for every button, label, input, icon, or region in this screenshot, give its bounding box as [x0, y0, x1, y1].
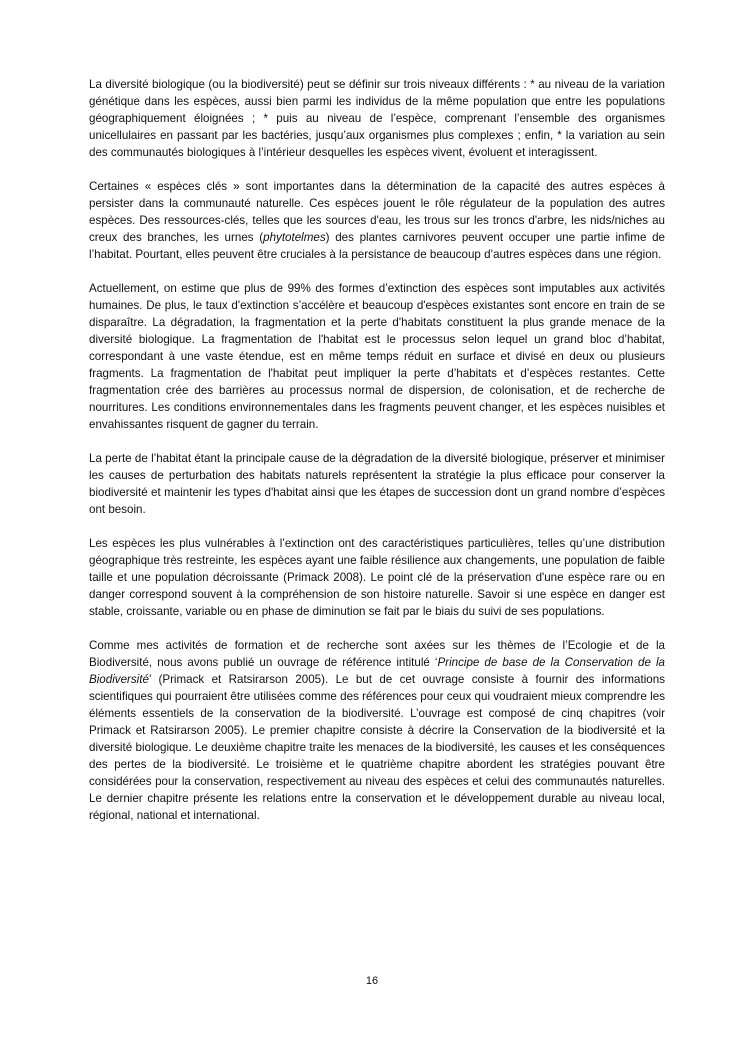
paragraph-extinction-fragmentation: Actuellement, on estime que plus de 99% des formes d’extinction des espèces sont imputables aux activités humaines. De plus, le taux d'extinction s’accélère et beaucoup d'espèces existantes sont encore en train de se disparaître. La dégradation, la fragmentation et la perte d'habitats constituent la plus grande menace de la diversité biologique. La fragmentation de l'habitat est le processus selon lequel un grand bloc d’habitat, correspondant à une vaste étendue, est en même temps réduit en surface et divisé en deux ou plusieurs fragments. La fragmentation de l'habitat peut impliquer la perte d’habitats et d’espèces restantes. Cette fragmentation crée des barrières au processus normal de dispersion, de colonisation, et de recherche de nourritures. Les conditions environnementales dans les fragments peuvent changer, et les espèces nuisibles et envahissantes risquent de gagner du terrain. — [89, 282, 665, 431]
paragraph-reference-book — [89, 637, 665, 824]
italic-term: phytotelmes — [263, 231, 326, 244]
text-run: Certaines « espèces clés » sont importantes dans la détermination de la capacité des autres espèces à persister dans la communauté naturelle. Ces espèces jouent le rôle régulateur de la population des autres espèces. Des ressources-clés, telles que les sources d'eau, les trous sur les troncs d'arbre, les nids/niches au creux des branches, les urnes ( — [89, 180, 665, 244]
italic-book-title: Principe de base de la Conservation de la Biodiversité — [89, 656, 665, 686]
text-run: Comme mes activités de formation et de recherche sont axées sur les thèmes de l’Ecologie et de la Biodiversité, nous avons publié un ouvrage de référence intitulé ‘ — [89, 639, 665, 669]
paragraph-habitat-loss: La perte de l’habitat étant la principale cause de la dégradation de la diversité biologique, préserver et minimiser les causes de perturbation des habitats naturels représentent la stratégie la plus efficace pour conserver la biodiversité et maintenir les types d'habitat ainsi que les étapes de succession dont un grand nombre d’espèces ont besoin. — [89, 452, 665, 516]
text-run: ’ (Primack et Ratsirarson 2005). Le but de cet ouvrage consiste à fournir des informations scientifiques qui pourraient être utilisées comme des références pour ceux qui voudraient mieux comprendre les éléments essentiels de la conservation de la biodiversité. L’ouvrage est composé de cinq chapitres (voir Primack et Ratsirarson 2005). Le premier chapitre consiste à décrire la Conservation de la biodiversité et la diversité biologique. Le deuxième chapitre traite les menaces de la biodiversité, les causes et les conséquences des pertes de la biodiversité. Le troisième et le quatrième chapitre abordent les stratégies pouvant être considérées pour la conservation, respectivement au niveau des espèces et celui des communautés naturelles. Le dernier chapitre présente les relations entre la conservation et le développement durable au niveau local, régional, national et international. — [89, 673, 665, 822]
paragraph-key-species — [89, 178, 665, 263]
paragraph-vulnerable-species: Les espèces les plus vulnérables à l’extinction ont des caractéristiques particulières, telles qu’une distribution géographique très restreinte, les espèces ayant une faible résilience aux changements, une population de faible taille et une population décroissante (Primack 2008). Le point clé de la préservation d'une espèce rare ou en danger correspond souvent à la compréhension de son histoire naturelle. Savoir si une espèce en danger est stable, croissante, variable ou en phase de diminution se fait par le biais du suivi de ses populations. — [89, 537, 665, 618]
text-run: ) des plantes carnivores peuvent occuper une partie infime de l’habitat. Pourtant, elles peuvent être cruciales à la persistance de beaucoup d’autres espèces dans une région. — [89, 231, 665, 261]
page-number: 16 — [365, 975, 379, 987]
paragraph-biodiversity-levels: La diversité biologique (ou la biodiversité) peut se définir sur trois niveaux différents : * au niveau de la variation génétique dans les espèces, aussi bien parmi les individus de la même population que entre les populations géographiquement éloignées ; * puis au niveau de l’espèce, comprenant l’ensemble des organismes unicellulaires en passant par les bactéries, jusqu’aux organismes plus complexes ; enfin, * la variation au sein des communautés biologiques à l’intérieur desquelles les espèces vivent, évoluent et interagissent. — [89, 78, 665, 159]
document-body — [89, 76, 665, 841]
